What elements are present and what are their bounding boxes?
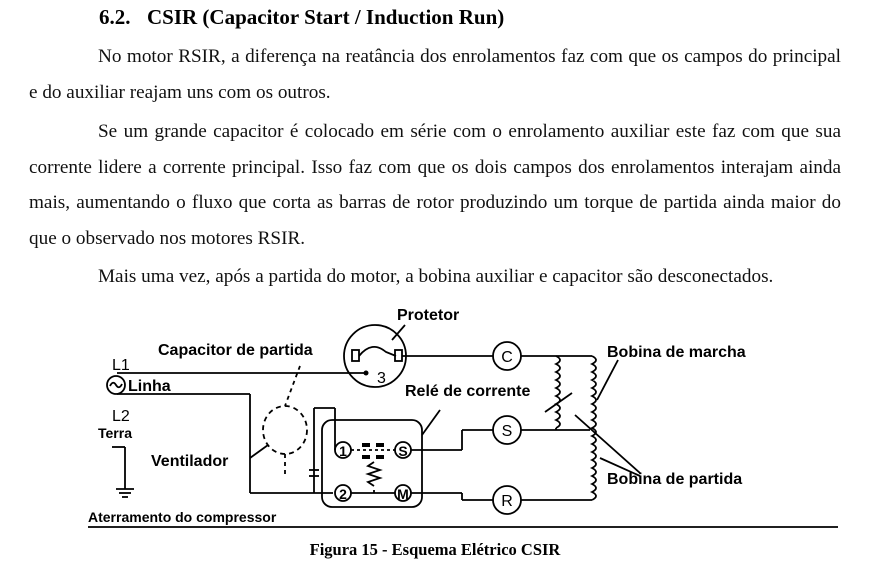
start-winding-coil [556, 356, 560, 428]
figure-caption: Figura 15 - Esquema Elétrico CSIR [309, 540, 561, 559]
label-capacitor: Capacitor de partida [158, 342, 313, 359]
label-bobina-partida: Bobina de partida [607, 471, 743, 488]
label-linha: Linha [128, 378, 171, 395]
label-bobina-marcha: Bobina de marcha [607, 344, 746, 361]
terminal-r-label: R [501, 493, 513, 510]
label-l2: L2 [112, 408, 130, 425]
protector-pin-label: 3 [377, 370, 386, 387]
relay-pin-m: M [397, 486, 409, 502]
fan [263, 366, 307, 476]
protector-contact-left [352, 350, 359, 361]
paragraph-2: Se um grande capacitor é colocado em série com o enrolamento auxiliar este faz com que sua corrente lidere a corrente principal. Isso faz com que os dois campos dos enrolamentos interajam ainda mais, aumentando o fluxo que corta as barras de rotor produzindo um torque de partida ainda maior do que o observado nos motores RSIR. [29, 121, 841, 249]
terminal-c-label: C [501, 349, 513, 366]
terminal-s-label: S [501, 423, 513, 440]
paragraph-1: No motor RSIR, a diferença na reatância dos enrolamentos faz com que os campos do principal e do auxiliar reajam uns com os outros. [29, 46, 841, 103]
paragraph-3: Mais uma vez, após a partida do motor, a bobina auxiliar e capacitor são desconectados. [98, 266, 774, 287]
label-terra: Terra [98, 425, 132, 441]
relay-pin-s: S [398, 443, 408, 459]
relay-pin-2: 2 [339, 486, 347, 502]
run-winding-coil [592, 356, 596, 500]
current-relay [322, 408, 422, 507]
label-l1: L1 [112, 357, 130, 374]
label-ventilador: Ventilador [151, 453, 229, 470]
section-title: CSIR (Capacitor Start / Induction Run) [147, 5, 505, 29]
relay-pin-1: 1 [339, 443, 347, 459]
label-protetor: Protetor [397, 307, 460, 324]
ground-symbol [112, 447, 134, 497]
label-aterramento: Aterramento do compressor [88, 509, 277, 525]
section-number: 6.2. [99, 5, 131, 29]
label-rele: Relé de corrente [405, 383, 531, 400]
